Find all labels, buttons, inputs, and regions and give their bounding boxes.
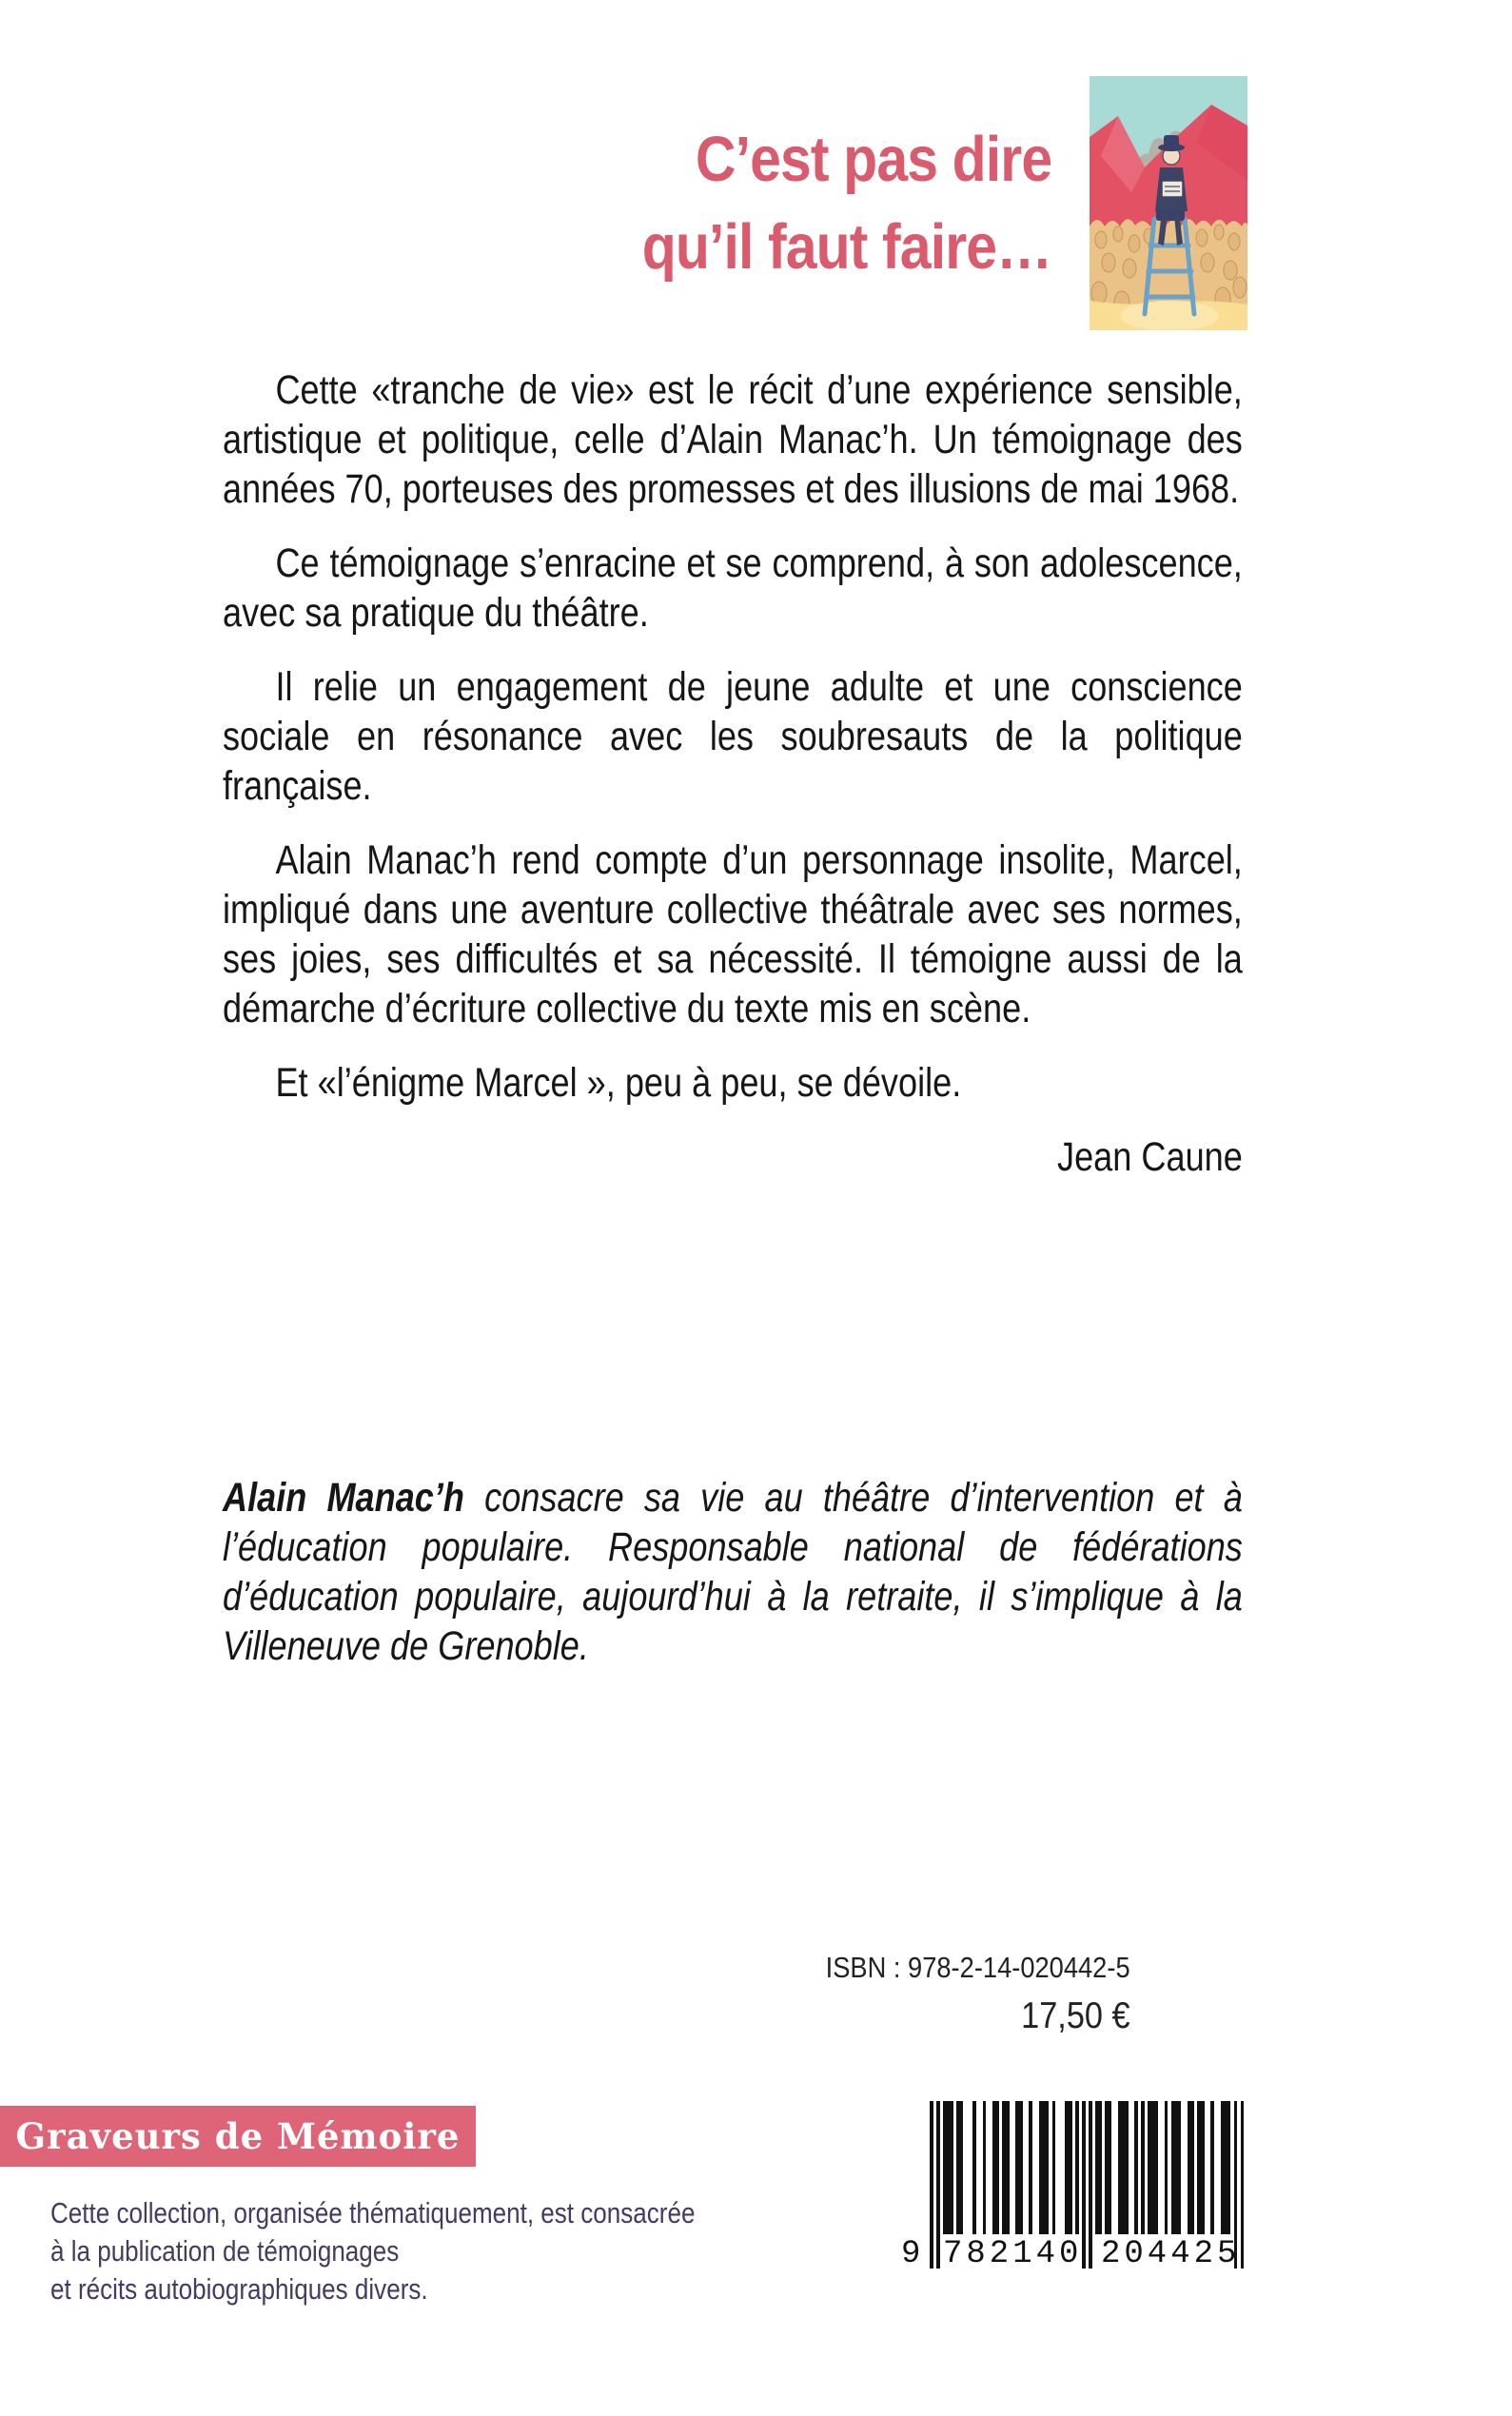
synopsis-paragraph: Ce témoignage s’enracine et se comprend, à son adolescence, avec sa pratique du théâtre. [223, 540, 1243, 636]
cover-illustration [1090, 76, 1247, 330]
barcode-digit-group-left: 782140 [943, 2236, 1083, 2272]
author-bio [223, 1473, 1243, 1671]
collection-description [50, 2194, 695, 2308]
collection-description-line: à la publication de témoignages [50, 2234, 400, 2268]
synopsis-paragraph: Et «l’énigme Marcel », peu à peu, se dévoile. [275, 1060, 962, 1106]
collection-description-line: et récits autobiographiques divers. [50, 2272, 428, 2306]
reviewer-signature: Jean Caune [1057, 1134, 1243, 1180]
author-bio-text: consacre sa vie au théâtre d’intervention et à l’éducation populaire. Responsable national de fédérations d’éducation populaire, aujourd’hui à la retraite, il s’implique à la Villeneuve de Grenoble. [223, 1475, 1243, 1669]
ean13-barcode [901, 2101, 1244, 2272]
barcode-digit-group-right: 204425 [1101, 2236, 1241, 2272]
collection-banner [0, 2106, 476, 2167]
isbn-number: ISBN : 978-2-14-020442-5 [826, 1951, 1130, 1984]
book-title-line-2: qu’il faut faire… [641, 211, 1051, 283]
collection-banner-label: Graveurs de Mémoire [15, 2115, 461, 2157]
book-title [641, 116, 1051, 291]
isbn-price-block [826, 1949, 1130, 2038]
synopsis-paragraph: Alain Manac’h rend compte d’un personnage insolite, Marcel, impliqué dans une aventure collective théâtrale avec ses normes, ses joies, ses difficultés et sa nécessité. Il témoigne aussi de la démarche d’écriture collective du texte mis en scène. [223, 837, 1243, 1031]
book-title-line-1: C’est pas dire [695, 124, 1051, 195]
ladder-speaker-illustration [1090, 76, 1247, 330]
author-name: Alain Manac’h [223, 1475, 464, 1521]
synopsis-paragraph: Il relie un engagement de jeune adulte et une conscience sociale en résonance avec les soubresauts de la politique française. [223, 664, 1243, 809]
barcode-digit-first: 9 [901, 2236, 921, 2272]
collection-description-line: Cette collection, organisée thématiquement, est consacrée [50, 2196, 696, 2229]
synopsis-paragraph: Cette «tranche de vie» est le récit d’une expérience sensible, artistique et politique, celle d’Alain Manac’h. Un témoignage des années 70, porteuses des promesses et des illusions de mai 1968. [223, 367, 1243, 512]
price: 17,50 € [1021, 1995, 1130, 2036]
synopsis [223, 365, 1243, 1207]
